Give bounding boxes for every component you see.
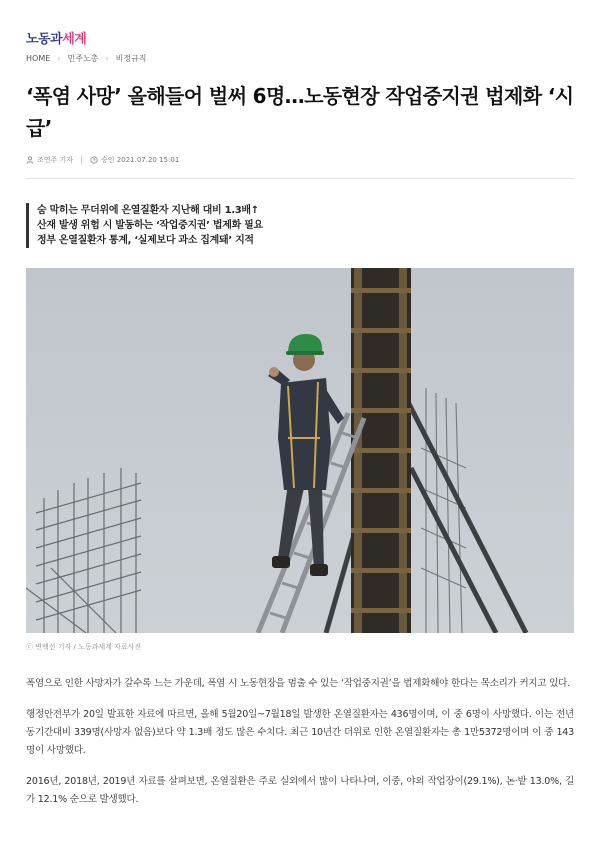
- breadcrumb: [26, 53, 147, 64]
- body-paragraph: 2016년, 2018년, 2019년 자료를 살펴보면, 온열질환은 주로 실외에서 많이 나타나며, 이중, 야외 작업장이(29.1%), 논·밭 13.0%, 길가 12.1% 순으로 발생했다.: [26, 776, 574, 805]
- article-body: [26, 675, 574, 822]
- article-title: ‘폭염 사망’ 올해들어 벌써 6명…노동현장 작업중지권 법제화 ‘시급’: [26, 84, 574, 140]
- article-summary: [26, 203, 263, 248]
- article-author[interactable]: 조연주 기자: [37, 156, 74, 164]
- construction-worker-photo: [26, 268, 574, 633]
- logo-text-primary: 노동과: [26, 32, 63, 47]
- article-photo: [26, 268, 574, 633]
- chevron-right-icon: ›: [105, 54, 109, 63]
- summary-line: 정부 온열질환자 통계, ‘실제보다 과소 집계돼’ 지적: [37, 235, 254, 246]
- breadcrumb-home[interactable]: HOME: [26, 54, 51, 63]
- photo-caption: ⓒ 변백선 기자 / 노동과세계 자료사진: [26, 643, 142, 651]
- breadcrumb-subcategory[interactable]: 비정규직: [115, 54, 147, 63]
- breadcrumb-category[interactable]: 민주노총: [67, 54, 99, 63]
- body-paragraph: 행정안전부가 20일 발표한 자료에 따르면, 올해 5월20일~7월18일 발생한 온열질환자는 436명이며, 이 중 6명이 사망했다. 이는 전년 동기간대비 339명(사망자 없음)보다 약 1.3배 정도 많은 수치다. 최근 10년간 더위로 인한 온열질환자는 총 1만5372명이며 이 중 143명이 사망했다.: [26, 709, 574, 756]
- article-approved-date: 승인 2021.07.20 15:01: [101, 156, 180, 164]
- summary-line: 산재 발생 위험 시 발동하는 ‘작업중지권’ 법제화 필요: [37, 220, 263, 231]
- person-icon: [26, 156, 34, 164]
- summary-line: 숨 막히는 무더위에 온열질환자 지난해 대비 1.3배↑: [37, 205, 259, 216]
- meta-divider-line: [26, 178, 574, 179]
- meta-divider: [81, 156, 82, 164]
- clock-icon: [90, 156, 98, 164]
- column-formwork: [351, 268, 411, 633]
- site-logo[interactable]: [26, 28, 86, 46]
- body-paragraph: 폭염으로 인한 사망자가 갈수록 느는 가운데, 폭염 시 노동현장을 멈출 수 있는 ‘작업중지권’을 법제화해야 한다는 목소리가 커지고 있다.: [26, 678, 570, 689]
- logo-text-accent: 세계: [62, 32, 87, 47]
- chevron-right-icon: ›: [57, 54, 61, 63]
- article-meta: [26, 155, 179, 165]
